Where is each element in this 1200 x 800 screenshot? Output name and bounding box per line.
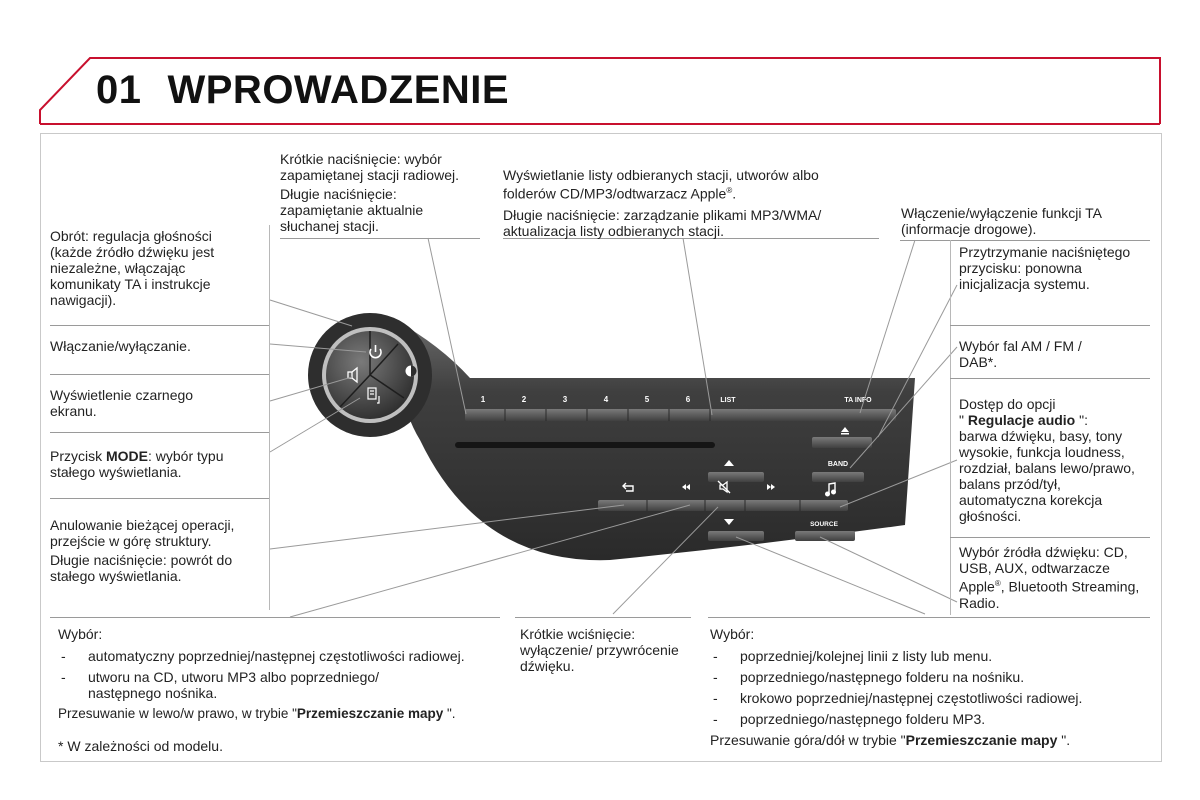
- sep-preset: [280, 238, 480, 239]
- bottom-right-section: [710, 626, 1155, 748]
- cancel-short: Anulowanie bieżącej operacji, przejście w górę struktury.: [50, 517, 235, 549]
- list-label: LIST: [720, 397, 736, 404]
- preset-4-label: 4: [603, 395, 609, 404]
- preset-strip: [465, 409, 750, 421]
- ta-info-label: TA INFO: [844, 397, 872, 404]
- preset-1-label: 1: [480, 395, 486, 404]
- callout-mute: Krótkie wciśnięcie: wyłączenie/ przywrócenie dźwięku.: [520, 626, 679, 674]
- preset-short: Krótkie naciśnięcie: wybór zapamiętanej stacji radiowej.: [280, 151, 459, 183]
- preset-2-label: 2: [521, 395, 527, 404]
- preset-long: Długie naciśnięcie: zapamiętanie aktualnie słuchanej stacji.: [280, 186, 424, 234]
- callout-mode: [50, 448, 260, 480]
- eject-button: [812, 437, 872, 448]
- bottom-left-item: - automatyczny poprzedniej/następnej częstotliwości radiowej.: [58, 648, 503, 664]
- sep-left-4: [50, 498, 270, 499]
- band-label: BAND: [827, 461, 849, 468]
- preset-6-label: 6: [685, 395, 691, 404]
- callout-reset: Przytrzymanie naciśniętego przycisku: ponowna inicjalizacja systemu.: [959, 244, 1131, 292]
- callout-source: Wybór źródła dźwięku: CD, USB, AUX, odtwarzacze Apple®, Bluetooth Streaming, Radio.: [959, 544, 1140, 611]
- callout-power: Włączanie/wyłączanie.: [50, 338, 191, 354]
- sep-left-3: [50, 432, 270, 433]
- media-strip: [598, 500, 848, 511]
- cancel-long: Długie naciśnięcie: powrót do stałego wyświetlania.: [50, 552, 233, 584]
- ta-info-strip: [748, 409, 896, 421]
- sep-right-1: [950, 325, 1150, 326]
- half-circle-icon[interactable]: [406, 366, 417, 377]
- mode-prefix: Przycisk: [50, 448, 106, 464]
- audio-settings-bold: Regulacje audio: [967, 412, 1076, 428]
- sep-bottom-left: [50, 617, 500, 618]
- preset-5-label: 5: [644, 395, 650, 404]
- bottom-left-move: Przesuwanie w lewo/w prawo, w trybie "Przemieszczanie mapy ".: [58, 706, 456, 721]
- sep-left-1: [50, 325, 270, 326]
- bottom-left-heading: Wybór:: [58, 626, 103, 642]
- callout-band: Wybór fal AM / FM / DAB*.: [959, 338, 1082, 370]
- callout-cancel: [50, 517, 265, 584]
- list-long: Długie naciśnięcie: zarządzanie plikami MP3/WMA/ aktualizacja listy odbieranych stacji.: [503, 206, 822, 239]
- chapter-number: 01: [96, 68, 142, 112]
- callout-ta: Włączenie/wyłączenie funkcji TA (informacje drogowe).: [901, 205, 1102, 237]
- vsep-right: [950, 240, 951, 615]
- callout-audio: Dostęp do opcji " Regulacje audio ": barwa dźwięku, basy, tony wysokie, funkcja loudness, rozdział, balans lewo/prawo, balans przód/tył, automatyczna korekcja głośności.: [959, 396, 1135, 524]
- bottom-right-item: - poprzedniego/następnego folderu MP3.: [710, 711, 1155, 727]
- bottom-right-item: - krokowo poprzedniej/następnej częstotliwości radiowej.: [710, 690, 1155, 706]
- bottom-left-section: [58, 626, 503, 754]
- sep-right-3: [950, 537, 1150, 538]
- source-label: SOURCE: [810, 521, 838, 528]
- band-button: [812, 472, 864, 482]
- bottom-left-item: - utworu na CD, utworu MP3 albo poprzedniego/ następnego nośnika.: [58, 669, 448, 701]
- sep-right-2: [950, 378, 1150, 379]
- callout-rotation: Obrót: regulacja głośności (każde źródło dźwięku jest niezależne, włączając komunikaty TA i instrukcje nawigacji).: [50, 228, 215, 308]
- sep-left-2: [50, 374, 270, 375]
- callout-list: [503, 167, 875, 239]
- list-short: Wyświetlanie listy odbieranych stacji, utworów albo folderów CD/MP3/odtwarzacz Apple®.: [503, 167, 819, 202]
- up-button: [708, 472, 764, 482]
- bottom-right-item: - poprzedniego/następnego folderu na nośniku.: [710, 669, 1155, 685]
- bottom-right-move: Przesuwanie góra/dół w trybie "Przemieszczanie mapy ".: [710, 732, 1071, 748]
- bottom-right-item: - poprzedniej/kolejnej linii z listy lub menu.: [710, 648, 1155, 664]
- mode-suffix: : wybór typu stałego wyświetlania.: [50, 448, 224, 480]
- preset-3-label: 3: [562, 395, 568, 404]
- callout-dark-screen: Wyświetlenie czarnego ekranu.: [50, 387, 194, 419]
- vsep-left: [269, 225, 270, 610]
- bottom-right-heading: Wybór:: [710, 626, 755, 642]
- callout-preset: [280, 151, 480, 234]
- sep-bottom-mid: [515, 617, 691, 618]
- mode-bold: MODE: [106, 448, 148, 464]
- sep-ta: [900, 240, 1150, 241]
- sep-bottom-right: [708, 617, 1150, 618]
- chapter-title: WPROWADZENIE: [167, 68, 510, 112]
- down-button: [708, 531, 764, 541]
- footnote: * W zależności od modelu.: [58, 738, 223, 754]
- cd-slot: [455, 442, 715, 448]
